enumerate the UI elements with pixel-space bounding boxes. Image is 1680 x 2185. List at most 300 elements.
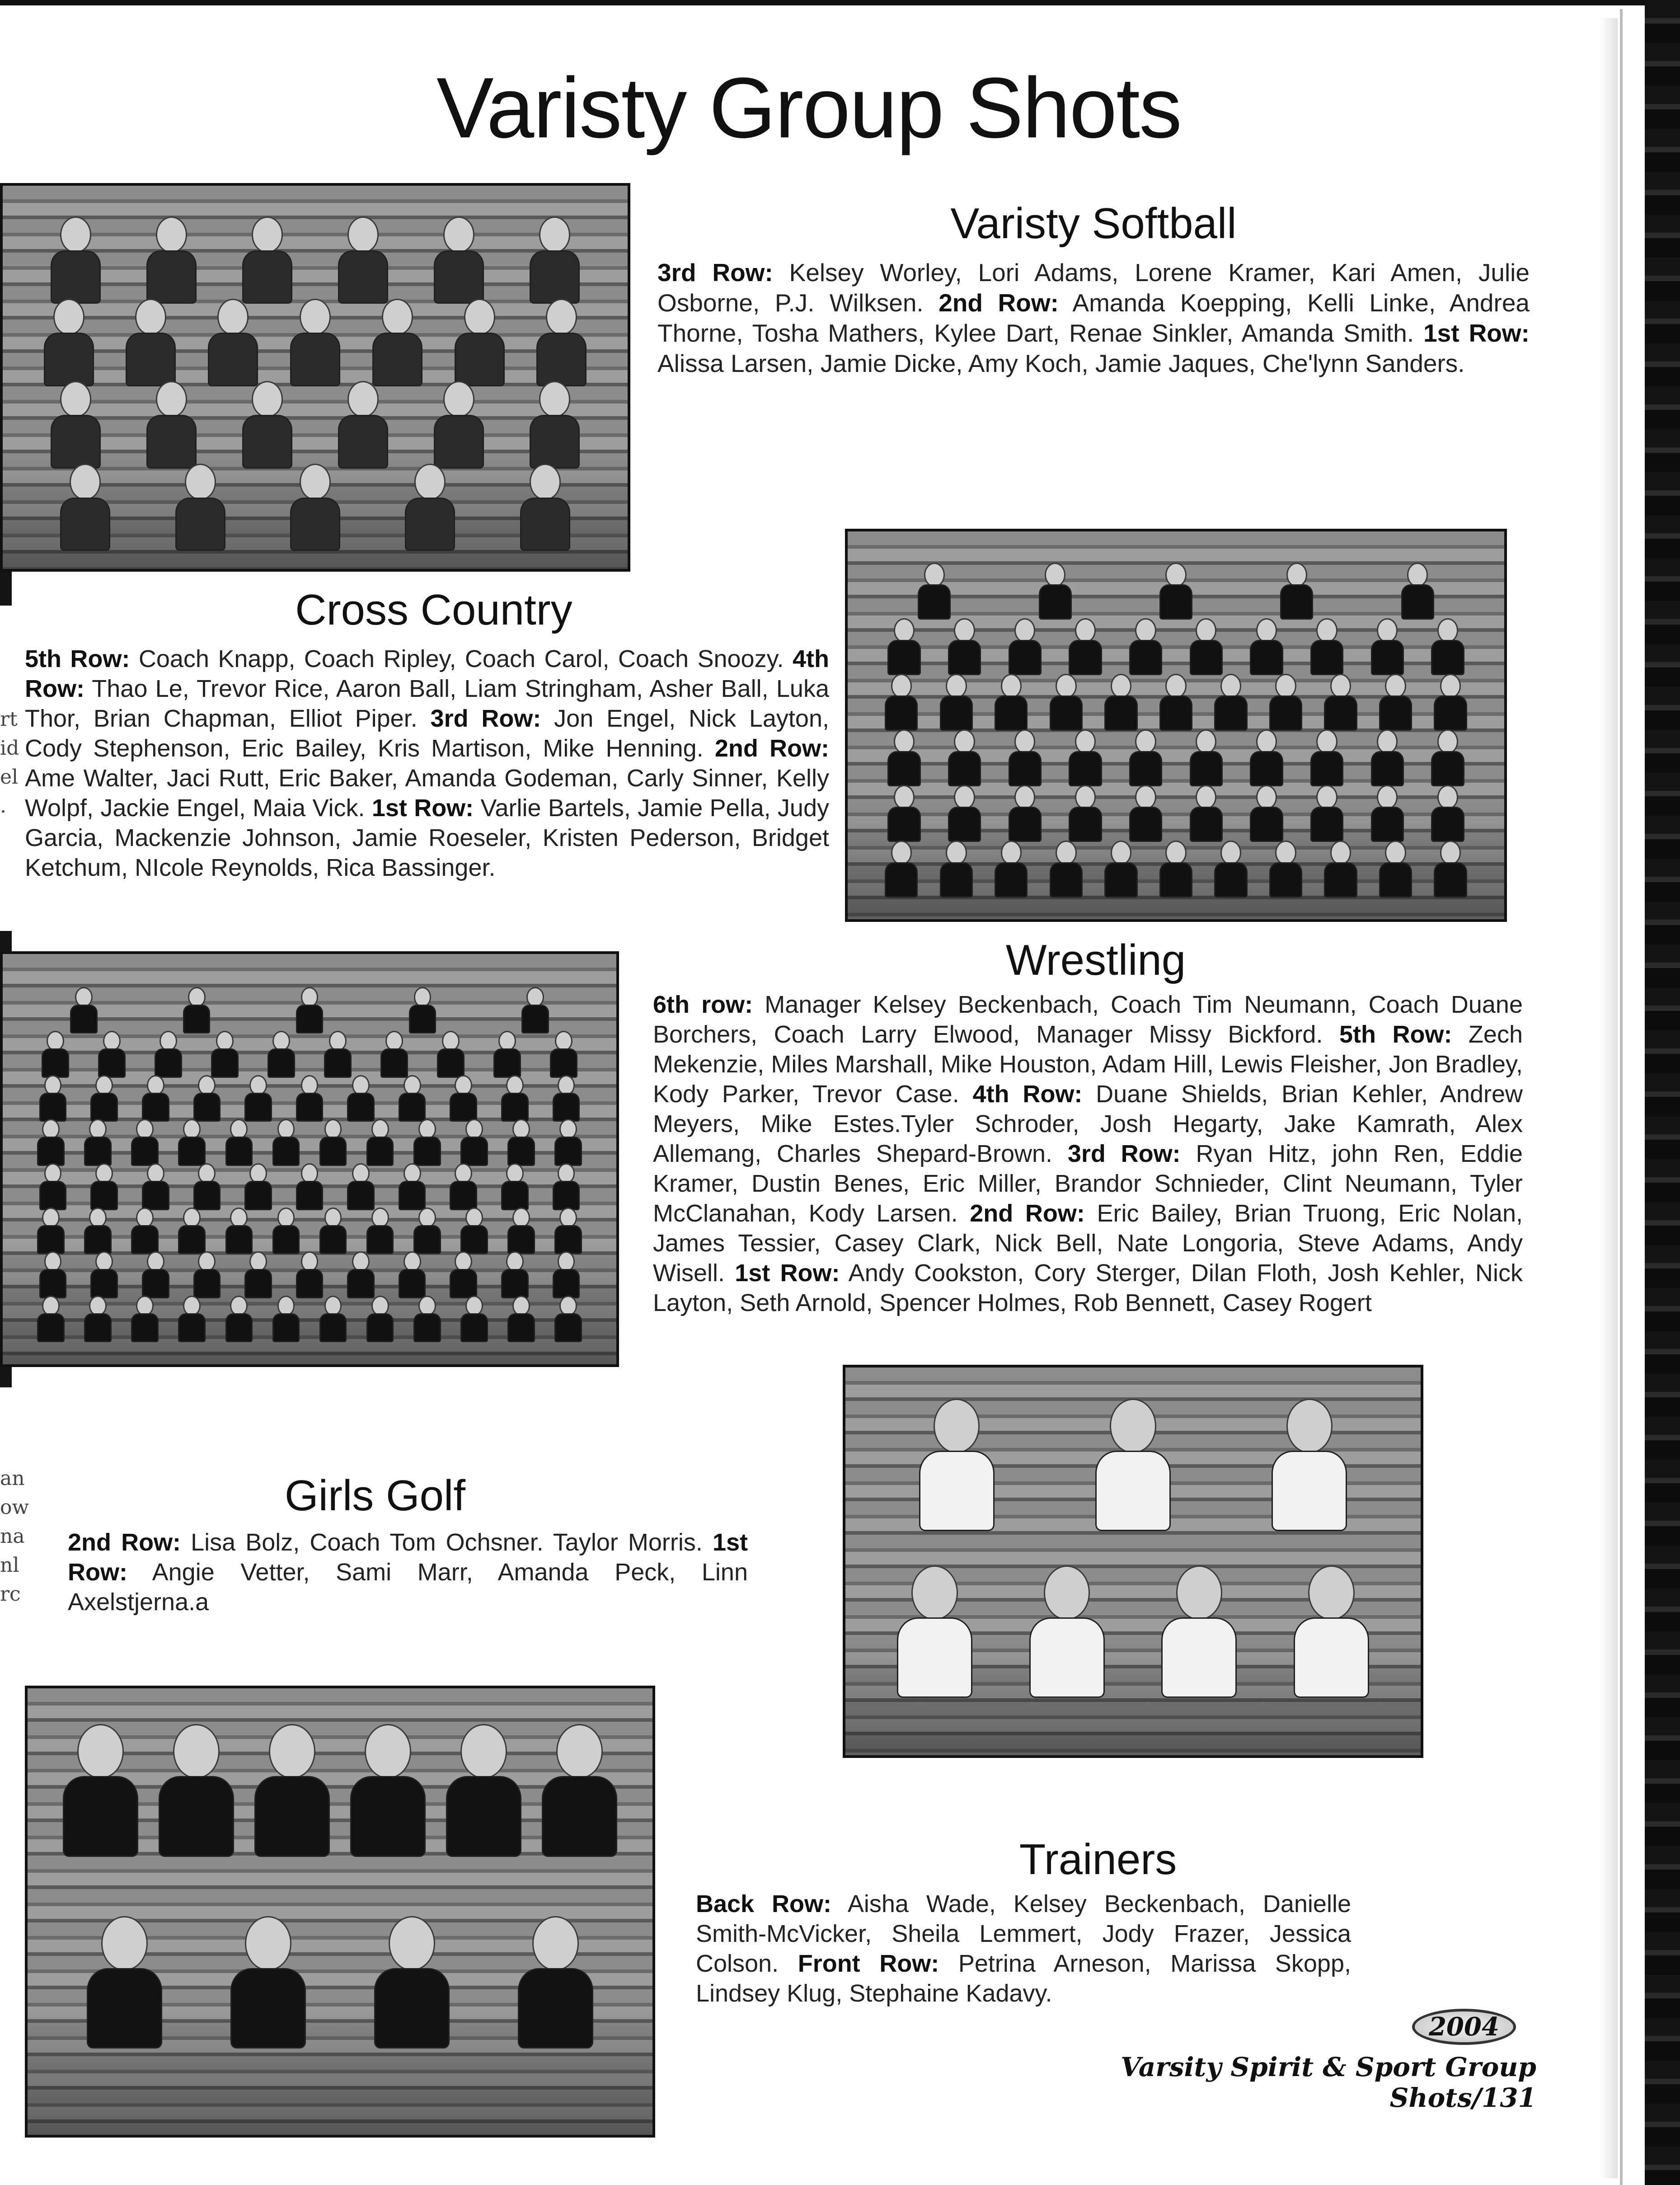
figure-body xyxy=(146,250,197,304)
figure-body xyxy=(178,1137,206,1166)
figure-body xyxy=(175,498,225,551)
photo-figure xyxy=(1434,841,1467,897)
margin-fragment: el xyxy=(0,766,19,789)
figure-head xyxy=(443,381,474,418)
cross-country-title: Cross Country xyxy=(295,586,573,634)
figure-head xyxy=(1014,618,1035,643)
row-label: 3rd Row: xyxy=(657,258,773,287)
figure-body xyxy=(272,1137,300,1166)
photo-figure xyxy=(242,381,292,469)
figure-body xyxy=(530,415,580,469)
figure-body xyxy=(919,1451,995,1532)
photo-figure xyxy=(319,1296,347,1343)
row-label: 4th Row: xyxy=(972,1081,1083,1108)
photo-figure xyxy=(324,1031,352,1078)
figure-head xyxy=(53,299,84,335)
figure-body xyxy=(193,1181,221,1210)
photo-figure xyxy=(897,1565,972,1698)
photo-figure xyxy=(90,1163,118,1210)
photo-figure xyxy=(366,1119,394,1166)
figure-head xyxy=(1165,841,1186,865)
photo-figure xyxy=(434,216,484,304)
figure-head xyxy=(1014,785,1035,809)
row-label: 1st Row: xyxy=(371,794,474,822)
cross-country-team-photo xyxy=(845,529,1507,922)
photo-figure xyxy=(39,1251,67,1298)
figure-body xyxy=(520,498,570,551)
figure-body xyxy=(1431,640,1464,675)
row-names: Coach Knapp, Coach Ripley, Coach Carol, Coach Snoozy. xyxy=(130,645,793,672)
photo-figure xyxy=(272,1119,300,1166)
figure-head xyxy=(526,987,544,1007)
figure-head xyxy=(1330,674,1351,698)
figure-body xyxy=(1401,584,1434,620)
photo-figure xyxy=(918,563,951,620)
photo-row xyxy=(868,1565,1398,1698)
softball-caption xyxy=(657,258,1530,379)
photo-figure xyxy=(63,1724,138,1857)
figure-body xyxy=(324,1048,352,1078)
photo-figure xyxy=(1250,618,1283,675)
figure-head xyxy=(559,1208,577,1228)
figure-body xyxy=(39,1269,67,1298)
margin-fragment: nl xyxy=(0,1554,19,1577)
photo-figure xyxy=(155,1031,182,1078)
top-edge-rule xyxy=(0,0,1680,5)
photo-figure xyxy=(175,464,225,551)
photo-figure xyxy=(1159,563,1192,620)
figure-head xyxy=(1111,841,1131,865)
figure-body xyxy=(897,1617,972,1698)
row-label: 1st Row: xyxy=(68,1529,748,1586)
figure-body xyxy=(319,1137,347,1166)
inner-margin-line xyxy=(1620,9,1623,2185)
row-names: Kelsey Worley, Lori Adams, Lorene Kramer, Kari Amen, Julie Osborne, P.J. Wilksen. xyxy=(657,258,1530,317)
figure-body xyxy=(1431,807,1464,842)
figure-body xyxy=(131,1137,159,1166)
row-names: Alissa Larsen, Jamie Dicke, Amy Koch, Jamie Jaques, Che'lynn Sanders. xyxy=(657,349,1465,377)
figure-head xyxy=(1275,841,1296,865)
photo-figure xyxy=(193,1251,221,1298)
figure-body xyxy=(1379,862,1412,897)
figure-body xyxy=(84,1225,112,1255)
figure-head xyxy=(1110,1399,1156,1453)
photo-figure xyxy=(553,1251,580,1298)
photo-figure xyxy=(1129,618,1162,675)
photo-figure xyxy=(460,1119,488,1166)
figure-body xyxy=(225,1137,253,1166)
wrestling-title: Wrestling xyxy=(1005,936,1186,984)
figure-body xyxy=(1009,751,1042,786)
photo-figure xyxy=(90,1251,118,1298)
margin-fragment: ow xyxy=(0,1496,29,1519)
figure-head xyxy=(464,299,495,335)
photo-figure xyxy=(1190,618,1223,675)
figure-body xyxy=(450,1181,477,1210)
figure-body xyxy=(948,807,981,842)
photo-figure xyxy=(347,1163,375,1210)
photo-figure xyxy=(1324,674,1357,731)
photo-figure xyxy=(413,1119,441,1166)
figure-head xyxy=(894,729,915,754)
figure-body xyxy=(399,1093,426,1122)
photo-figure xyxy=(319,1208,347,1255)
photo-row xyxy=(28,299,602,386)
figure-body xyxy=(521,1005,549,1034)
figure-head xyxy=(1316,618,1337,643)
figure-head xyxy=(1437,618,1458,643)
figure-head xyxy=(1075,729,1096,754)
figure-body xyxy=(1009,640,1042,675)
photo-row xyxy=(874,674,1478,731)
figure-body xyxy=(1039,584,1072,620)
photo-figure xyxy=(1310,618,1343,675)
row-names: Petrina Arneson, Marissa Skopp, Lindsey Klug, Stephaine Kadavy. xyxy=(696,1950,1351,2007)
figure-body xyxy=(553,1093,580,1122)
figure-body xyxy=(1009,807,1042,842)
figure-body xyxy=(230,1968,306,2049)
photo-figure xyxy=(507,1119,535,1166)
photo-figure xyxy=(995,841,1028,897)
photo-figure xyxy=(296,1163,324,1210)
figure-head xyxy=(252,381,283,418)
photo-figure xyxy=(39,1163,67,1210)
figure-body xyxy=(42,1048,69,1078)
figure-head xyxy=(1256,729,1277,754)
trainers-title: Trainers xyxy=(1019,1835,1177,1884)
figure-body xyxy=(131,1313,159,1343)
figure-head xyxy=(300,464,331,500)
photo-figure xyxy=(366,1296,394,1343)
photo-figure xyxy=(1009,785,1042,842)
figure-body xyxy=(409,1005,436,1034)
photo-figure xyxy=(554,1119,582,1166)
photo-figure xyxy=(885,674,918,731)
photo-figure xyxy=(450,1251,477,1298)
figure-body xyxy=(347,1093,375,1122)
figure-body xyxy=(225,1225,253,1255)
photo-figure xyxy=(399,1251,426,1298)
photo-row xyxy=(52,1916,627,2049)
photo-figure xyxy=(1069,729,1102,786)
figure-head xyxy=(347,381,379,418)
figure-body xyxy=(37,1137,65,1166)
figure-head xyxy=(465,1208,483,1228)
figure-body xyxy=(1434,695,1467,731)
photo-figure xyxy=(296,987,324,1034)
figure-body xyxy=(90,1181,118,1210)
figure-body xyxy=(536,333,587,386)
figure-body xyxy=(146,415,197,469)
figure-body xyxy=(1324,862,1357,897)
figure-body xyxy=(542,1776,617,1857)
figure-body xyxy=(37,1313,65,1343)
figure-body xyxy=(98,1048,126,1078)
figure-body xyxy=(90,1269,118,1298)
photo-figure xyxy=(338,381,388,469)
photo-figure xyxy=(553,1163,580,1210)
figure-head xyxy=(1377,618,1398,643)
figure-head xyxy=(539,216,570,253)
photo-figure xyxy=(507,1208,535,1255)
photo-figure xyxy=(1104,674,1137,731)
year-badge-text: 2004 xyxy=(1429,2012,1499,2042)
photo-figure xyxy=(347,1251,375,1298)
figure-body xyxy=(940,862,973,897)
photo-figure xyxy=(183,987,211,1034)
photo-figure xyxy=(290,464,340,551)
photo-figure xyxy=(948,618,981,675)
figure-body xyxy=(126,333,176,386)
margin-fragment: . xyxy=(0,794,6,818)
figure-head xyxy=(60,216,91,253)
figure-body xyxy=(1250,807,1283,842)
figure-head xyxy=(911,1565,958,1620)
photo-figure xyxy=(399,1075,426,1122)
figure-body xyxy=(1159,584,1192,620)
figure-body xyxy=(1129,640,1162,675)
figure-body xyxy=(460,1313,488,1343)
photo-row xyxy=(28,216,602,304)
figure-body xyxy=(460,1137,488,1166)
photo-figure xyxy=(1009,729,1042,786)
figure-body xyxy=(60,498,110,551)
photo-figure xyxy=(211,1031,239,1078)
photo-figure xyxy=(193,1163,221,1210)
photo-figure xyxy=(60,464,110,551)
photo-figure xyxy=(1371,618,1404,675)
figure-body xyxy=(347,1181,375,1210)
figure-body xyxy=(1069,751,1102,786)
figure-body xyxy=(1371,751,1404,786)
photo-figure xyxy=(37,1208,65,1255)
photo-figure xyxy=(51,381,101,469)
figure-body xyxy=(885,862,918,897)
row-names: Angie Vetter, Sami Marr, Amanda Peck, Linn Axelstjerna.a xyxy=(68,1559,748,1616)
photo-figure xyxy=(146,381,197,469)
figure-body xyxy=(1272,1451,1347,1532)
row-label: 5th Row: xyxy=(1339,1021,1452,1048)
figure-head xyxy=(1377,785,1398,809)
photo-figure xyxy=(1379,674,1412,731)
photo-figure xyxy=(413,1296,441,1343)
figure-head xyxy=(1440,841,1461,865)
photo-figure xyxy=(887,618,920,675)
figure-body xyxy=(366,1225,394,1255)
photo-figure xyxy=(51,216,101,304)
figure-body xyxy=(84,1313,112,1343)
row-names: Varlie Bartels, Jamie Pella, Judy Garcia, Mackenzie Johnson, Jamie Roeseler, Kristen Pederson, Bridget Ketchum, NIcole Reynolds, Rica Bassinger. xyxy=(25,794,829,881)
photo-figure xyxy=(948,785,981,842)
figure-body xyxy=(399,1181,426,1210)
figure-body xyxy=(183,1005,211,1034)
figure-body xyxy=(290,333,340,386)
page-footer-label: Varsity Spirit & Sport Group Shots/131 xyxy=(1121,2052,1536,2113)
row-label: Back Row: xyxy=(696,1890,831,1917)
figure-head xyxy=(539,381,570,418)
figure-body xyxy=(1069,807,1102,842)
figure-body xyxy=(1190,807,1223,842)
figure-body xyxy=(885,695,918,731)
margin-fragment: na xyxy=(0,1525,25,1548)
figure-body xyxy=(319,1313,347,1343)
figure-head xyxy=(70,464,101,500)
photo-figure xyxy=(1324,841,1357,897)
row-names: Andy Cookston, Cory Sterger, Dilan Floth, Josh Kehler, Nick Layton, Seth Arnold, Spencer Holmes, Rob Bennett, Casey Rogert xyxy=(653,1259,1523,1316)
photo-figure xyxy=(230,1916,306,2049)
figure-body xyxy=(887,640,920,675)
figure-body xyxy=(518,1968,593,2049)
photo-figure xyxy=(142,1251,169,1298)
figure-body xyxy=(1269,695,1302,731)
margin-fragment: an xyxy=(0,1467,25,1490)
figure-head xyxy=(75,987,93,1007)
row-label: 2nd Row: xyxy=(68,1529,181,1556)
figure-body xyxy=(347,1269,375,1298)
row-label: 6th row: xyxy=(653,991,753,1018)
row-names: Ame Walter, Jaci Rutt, Eric Baker, Amanda Godeman, Carly Sinner, Kelly Wolpf, Jackie Engel, Maia Vick. xyxy=(25,765,829,822)
figure-body xyxy=(553,1269,580,1298)
figure-body xyxy=(51,250,101,304)
photo-figure xyxy=(460,1208,488,1255)
photo-row xyxy=(27,1075,591,1122)
photo-figure xyxy=(1310,785,1343,842)
figure-body xyxy=(350,1776,426,1857)
photo-figure xyxy=(296,1075,324,1122)
figure-body xyxy=(455,333,505,386)
photo-figure xyxy=(521,987,549,1034)
figure-body xyxy=(413,1313,441,1343)
photo-figure xyxy=(225,1119,253,1166)
figure-body xyxy=(208,333,258,386)
figure-head xyxy=(156,216,187,253)
figure-body xyxy=(1371,807,1404,842)
photo-figure xyxy=(413,1208,441,1255)
row-names: Lisa Bolz, Coach Tom Ochsner. Taylor Morris. xyxy=(181,1529,713,1556)
figure-head xyxy=(414,987,432,1007)
photo-row xyxy=(28,464,602,551)
figure-body xyxy=(242,415,292,469)
photo-figure xyxy=(1214,674,1247,731)
photo-figure xyxy=(338,216,388,304)
figure-head xyxy=(954,618,975,643)
photo-figure xyxy=(1431,729,1464,786)
figure-head xyxy=(1135,618,1156,643)
photo-figure xyxy=(450,1075,477,1122)
photo-figure xyxy=(1371,785,1404,842)
figure-body xyxy=(460,1225,488,1255)
figure-body xyxy=(193,1093,221,1122)
photo-figure xyxy=(399,1163,426,1210)
photo-figure xyxy=(518,1916,593,2049)
figure-body xyxy=(366,1313,394,1343)
figure-body xyxy=(178,1313,206,1343)
figure-head xyxy=(382,299,413,335)
figure-body xyxy=(530,250,580,304)
figure-body xyxy=(178,1225,206,1255)
row-label: 2nd Row: xyxy=(714,735,829,762)
figure-body xyxy=(553,1181,580,1210)
figure-body xyxy=(1129,751,1162,786)
figure-body xyxy=(434,250,484,304)
figure-body xyxy=(1431,751,1464,786)
figure-body xyxy=(131,1225,159,1255)
photo-figure xyxy=(940,674,973,731)
figure-body xyxy=(887,751,920,786)
figure-body xyxy=(1029,1617,1105,1698)
photo-figure xyxy=(1401,563,1434,620)
photo-figure xyxy=(520,464,570,551)
figure-body xyxy=(338,250,388,304)
photo-figure xyxy=(550,1031,577,1078)
photo-row xyxy=(27,1251,591,1298)
figure-body xyxy=(1310,751,1343,786)
photo-figure xyxy=(87,1916,162,2049)
photo-figure xyxy=(44,299,94,386)
figure-head xyxy=(277,1208,295,1228)
photo-figure xyxy=(1190,785,1223,842)
photo-figure xyxy=(1310,729,1343,786)
figure-head xyxy=(1044,1565,1090,1620)
figure-head xyxy=(101,1916,148,1971)
margin-fragment: rc xyxy=(0,1583,21,1606)
photo-figure xyxy=(208,299,258,386)
row-label: 5th Row: xyxy=(25,645,130,672)
photo-figure xyxy=(1272,1399,1347,1532)
figure-head xyxy=(1014,729,1035,754)
figure-body xyxy=(1050,862,1083,897)
photo-row xyxy=(868,1399,1398,1532)
figure-head xyxy=(1308,1565,1355,1620)
figure-body xyxy=(501,1093,529,1122)
figure-body xyxy=(142,1181,169,1210)
photo-figure xyxy=(178,1296,206,1343)
figure-head xyxy=(1316,729,1337,754)
figure-head xyxy=(173,1724,220,1779)
photo-figure xyxy=(885,841,918,897)
photo-row xyxy=(27,987,591,1034)
figure-body xyxy=(39,1181,67,1210)
figure-head xyxy=(1275,674,1296,698)
photo-figure xyxy=(267,1031,295,1078)
figure-body xyxy=(948,751,981,786)
figure-head xyxy=(156,381,187,418)
figure-body xyxy=(493,1048,521,1078)
photo-figure xyxy=(1431,618,1464,675)
photo-figure xyxy=(409,987,436,1034)
photo-row xyxy=(874,841,1478,897)
figure-body xyxy=(507,1313,535,1343)
row-names: Duane Shields, Brian Kehler, Andrew Meyers, Mike Estes.Tyler Schroder, Josh Hegarty, Jake Kamrath, Alex Allemang, Charles Shepard-Brown. xyxy=(653,1081,1523,1167)
photo-figure xyxy=(146,216,197,304)
figure-body xyxy=(142,1093,169,1122)
photo-figure xyxy=(84,1296,112,1343)
photo-figure xyxy=(437,1031,465,1078)
figure-body xyxy=(193,1269,221,1298)
row-names: Thao Le, Trevor Rice, Aaron Ball, Liam Stringham, Asher Ball, Luka Thor, Brian Chapman, Elliot Piper. xyxy=(25,675,829,732)
figure-head xyxy=(1176,1565,1223,1620)
photo-row xyxy=(27,1296,591,1343)
girls-golf-caption xyxy=(68,1527,748,1617)
figure-head xyxy=(1385,841,1406,865)
figure-body xyxy=(413,1225,441,1255)
photo-figure xyxy=(1214,841,1247,897)
figure-body xyxy=(413,1137,441,1166)
wrestling-caption xyxy=(653,990,1523,1318)
figure-body xyxy=(254,1776,330,1857)
photo-row xyxy=(28,381,602,469)
figure-head xyxy=(77,1724,124,1779)
